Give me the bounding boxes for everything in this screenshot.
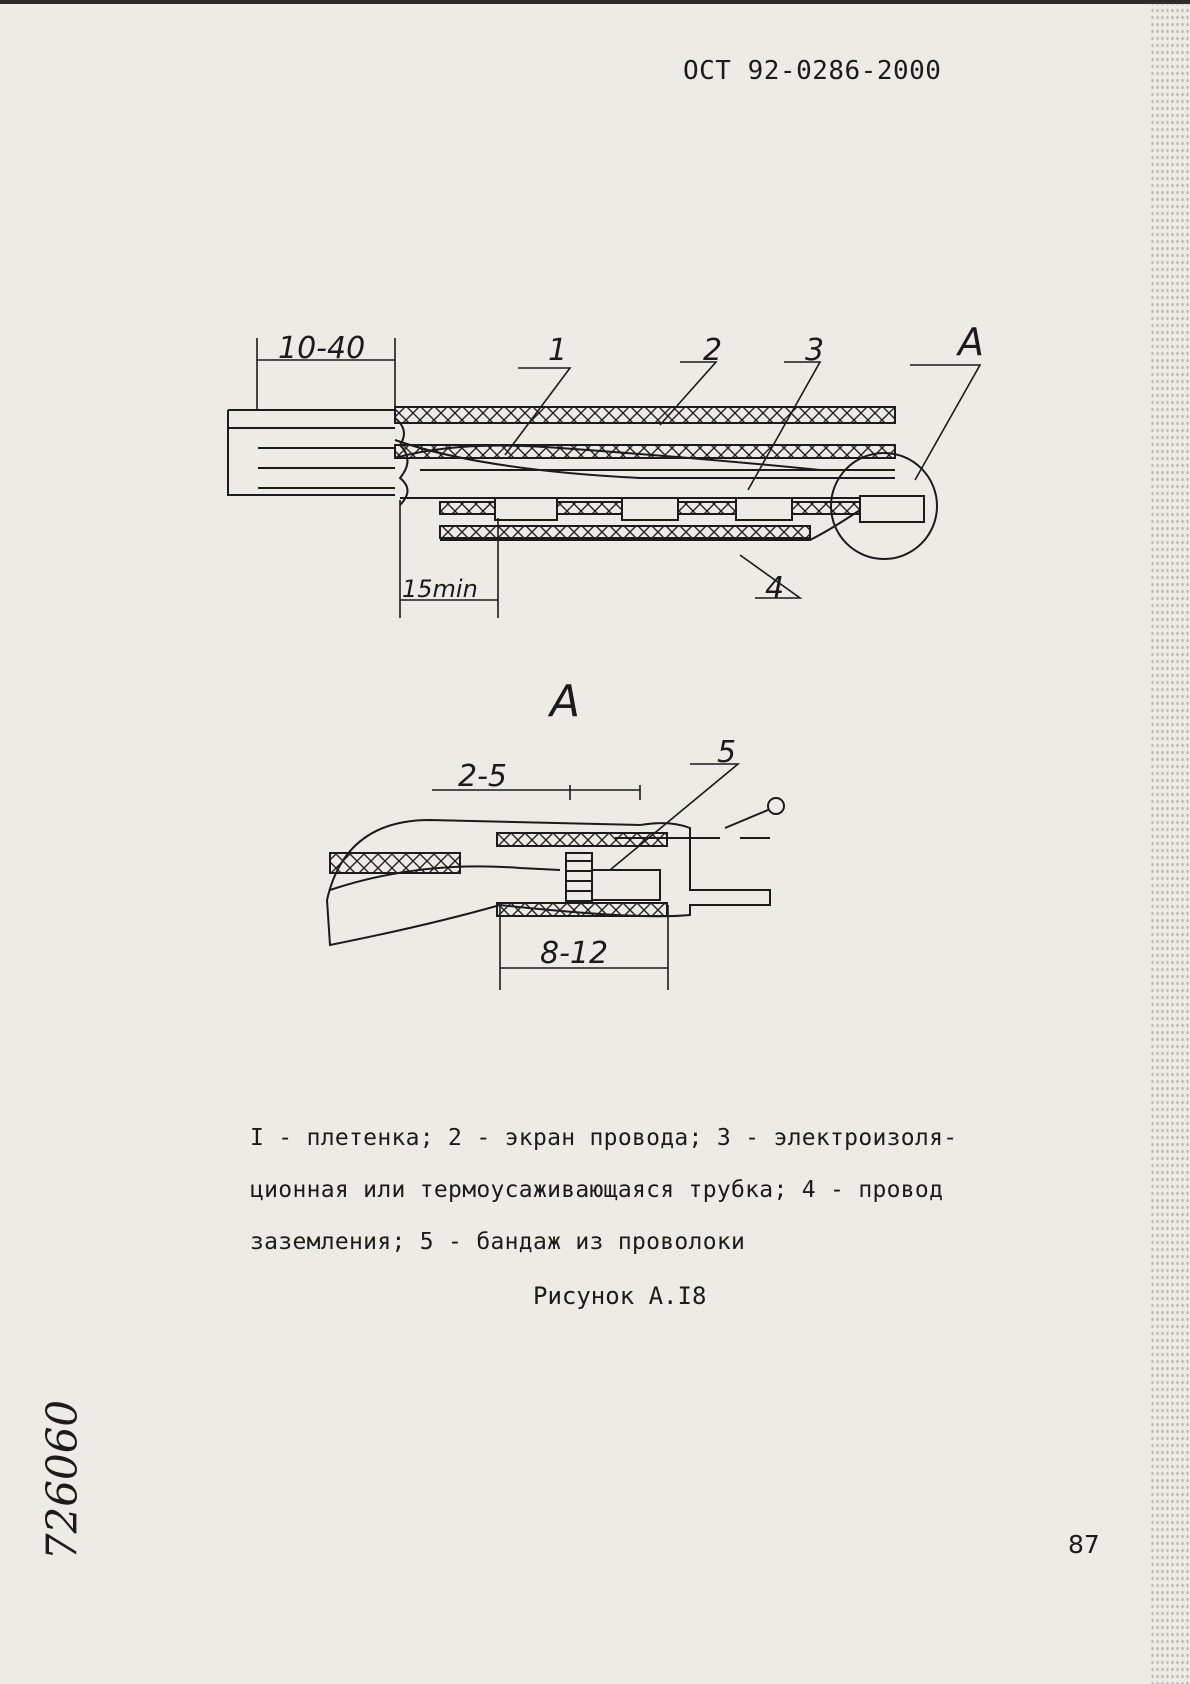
- callout-2: 2: [703, 333, 723, 368]
- detail-mark: А: [958, 320, 984, 364]
- sleeve-end: [860, 496, 924, 522]
- caption-line: заземления; 5 - бандаж из проволоки: [250, 1229, 746, 1255]
- callout-3: 3: [805, 333, 825, 368]
- cable-assembly-drawing: [228, 407, 937, 559]
- sleeve-2: [622, 498, 678, 520]
- caption-line: ционная или термоусаживающаяся трубка; 4 - провод: [250, 1177, 944, 1203]
- dim-bandage-gap: 2-5: [458, 759, 507, 794]
- callout-4: 4: [765, 571, 785, 606]
- sleeve-1: [495, 498, 557, 520]
- callout-5: 5: [717, 735, 737, 770]
- sleeve-3: [736, 498, 792, 520]
- dim-strip-length: 10-40: [278, 331, 366, 366]
- figure-caption: [250, 1112, 990, 1268]
- dimension-lines: [257, 338, 980, 990]
- detail-a-drawing: [327, 798, 784, 945]
- dim-sleeve-length: 8-12: [540, 936, 609, 971]
- figure-title: Рисунок А.I8: [533, 1282, 707, 1310]
- caption-line: I - плетенка; 2 - экран провода; 3 - электроизоля-: [250, 1125, 958, 1151]
- document-code: ОСТ 92-0286-2000: [683, 56, 942, 86]
- detail-title: А: [550, 676, 581, 727]
- dim-min-offset: 15min: [402, 575, 478, 603]
- page-number: 87: [1068, 1530, 1100, 1559]
- archive-number: 726060: [37, 1399, 87, 1561]
- callout-1: 1: [548, 333, 568, 368]
